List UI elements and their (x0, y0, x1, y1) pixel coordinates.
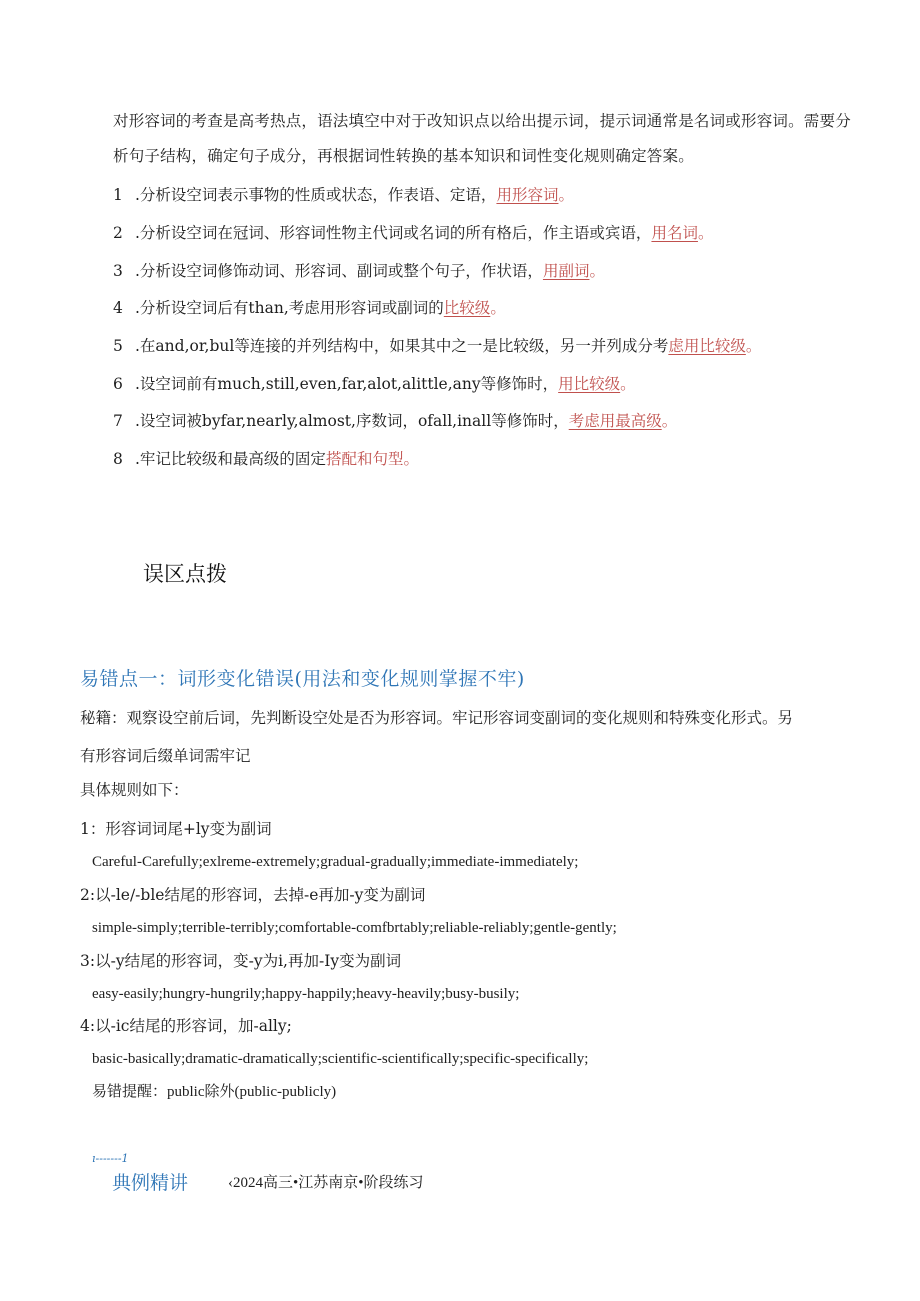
rule-text: .设空词前有much,still,even,far,alot,alittle,any等修饰时， (135, 375, 559, 393)
conversion-example: easy-easily;hungry-hungrily;happy-happily;heavy-heavily;busy-busily; (92, 986, 520, 1002)
rule-item (113, 184, 574, 206)
rule-text: .分析设空词在冠词、形容词性物主代词或名词的所有格后，作主语或宾语， (135, 224, 652, 242)
rule-tail: 。 (661, 412, 678, 430)
rule-highlight: 比较级 (443, 299, 491, 317)
rule-number: 3 (113, 262, 123, 280)
rule-item (113, 260, 605, 282)
rule-item (113, 448, 419, 470)
conversion-rule: 1：形容词词尾+ly变为副词 (80, 820, 272, 838)
rule-number: 5 (113, 337, 123, 355)
rule-item (113, 222, 713, 244)
secret-line-2: 有形容词后缀单词需牢记 (80, 747, 251, 765)
rule-tail: 。 (620, 375, 636, 393)
intro-line-1: 对形容词的考查是高考热点，语法填空中对于改知识点以给出提示词，提示词通常是名词或形容词。需要分 (113, 112, 851, 130)
rule-tail: 。 (697, 224, 714, 242)
rules-intro: 具体规则如下： (80, 781, 189, 799)
rule-number: 4 (113, 299, 123, 317)
rule-tail: 。 (403, 450, 419, 468)
example-label: 典例精讲 (112, 1172, 189, 1194)
rule-text: .分析设空词修饰动词、形容词、副词或整个句子，作状语， (135, 262, 543, 280)
rule-number: 7 (113, 412, 123, 430)
conversion-example: Careful-Carefully;exlreme-extremely;gradual-gradually;immediate-immediately; (92, 854, 579, 870)
rule-text: .分析设空词表示事物的性质或状态，作表语、定语， (135, 186, 497, 204)
conversion-example: basic-basically;dramatic-dramatically;scientific-scientifically;specific-specifically; (92, 1051, 589, 1067)
rule-highlight: 用副词 (542, 262, 590, 280)
rule-item (113, 373, 636, 395)
error-point-title: 易错点一：词形变化错误(用法和变化规则掌握不牢) (80, 668, 525, 690)
rule-highlight: 用比较级 (558, 375, 621, 393)
rule-tail: 。 (558, 186, 574, 204)
conversion-rule: 4:以-ic结尾的形容词，加-ally; (80, 1017, 292, 1035)
rule-tail: 。 (490, 299, 506, 317)
conversion-example: simple-simply;terrible-terribly;comfortable-comfbrtably;reliable-reliably;gentle-gently; (92, 920, 617, 936)
rule-item (113, 297, 506, 319)
rule-highlight: 搭配和句型 (325, 450, 404, 468)
secret-line-1: 秘籍：观察设空前后词，先判断设空处是否为形容词。牢记形容词变副词的变化规则和特殊变化形式。另 (80, 709, 794, 727)
rule-text: .分析设空词后有than,考虑用形容词或副词的 (135, 299, 444, 317)
conversion-rule: 2:以-le∕-ble结尾的形容词，去掉-e再加-y变为副词 (80, 886, 426, 904)
intro-line-2: 析句子结构，确定句子成分，再根据词性转换的基本知识和词性变化规则确定答案。 (113, 147, 694, 165)
rule-number: 8 (113, 450, 123, 468)
rule-text: .设空词被byfar,nearly,almost,序数词，ofall,inall等修饰时， (135, 412, 569, 430)
rule-number: 6 (113, 375, 123, 393)
rule-item (113, 410, 677, 432)
section-mark: ı-------1 (92, 1152, 129, 1165)
section-title: 误区点拨 (143, 562, 227, 586)
rule-number: 1 (113, 186, 123, 204)
rule-tail: 。 (589, 262, 605, 280)
conversion-rule: 3:以-y结尾的形容词，变-y为i,再加-Iy变为副词 (80, 952, 402, 970)
example-source: ‹2024高三•江苏南京•阶段练习 (228, 1175, 424, 1191)
rule-highlight: 用形容词 (496, 186, 559, 204)
rule-tail: 。 (745, 337, 762, 355)
rule-number: 2 (113, 224, 123, 242)
rule-text: .在and,or,bul等连接的并列结构中，如果其中之一是比较级，另一并列成分考 (135, 337, 669, 355)
rule-item (113, 335, 761, 357)
rule-text: .牢记比较级和最高级的固定 (135, 450, 326, 468)
rule-highlight: 用名词 (651, 224, 698, 242)
reminder: 易错提醒：public除外(public-publicly) (92, 1084, 337, 1100)
rule-highlight: 虑用比较级 (668, 337, 746, 355)
rule-highlight: 考虑用最高级 (568, 412, 662, 430)
